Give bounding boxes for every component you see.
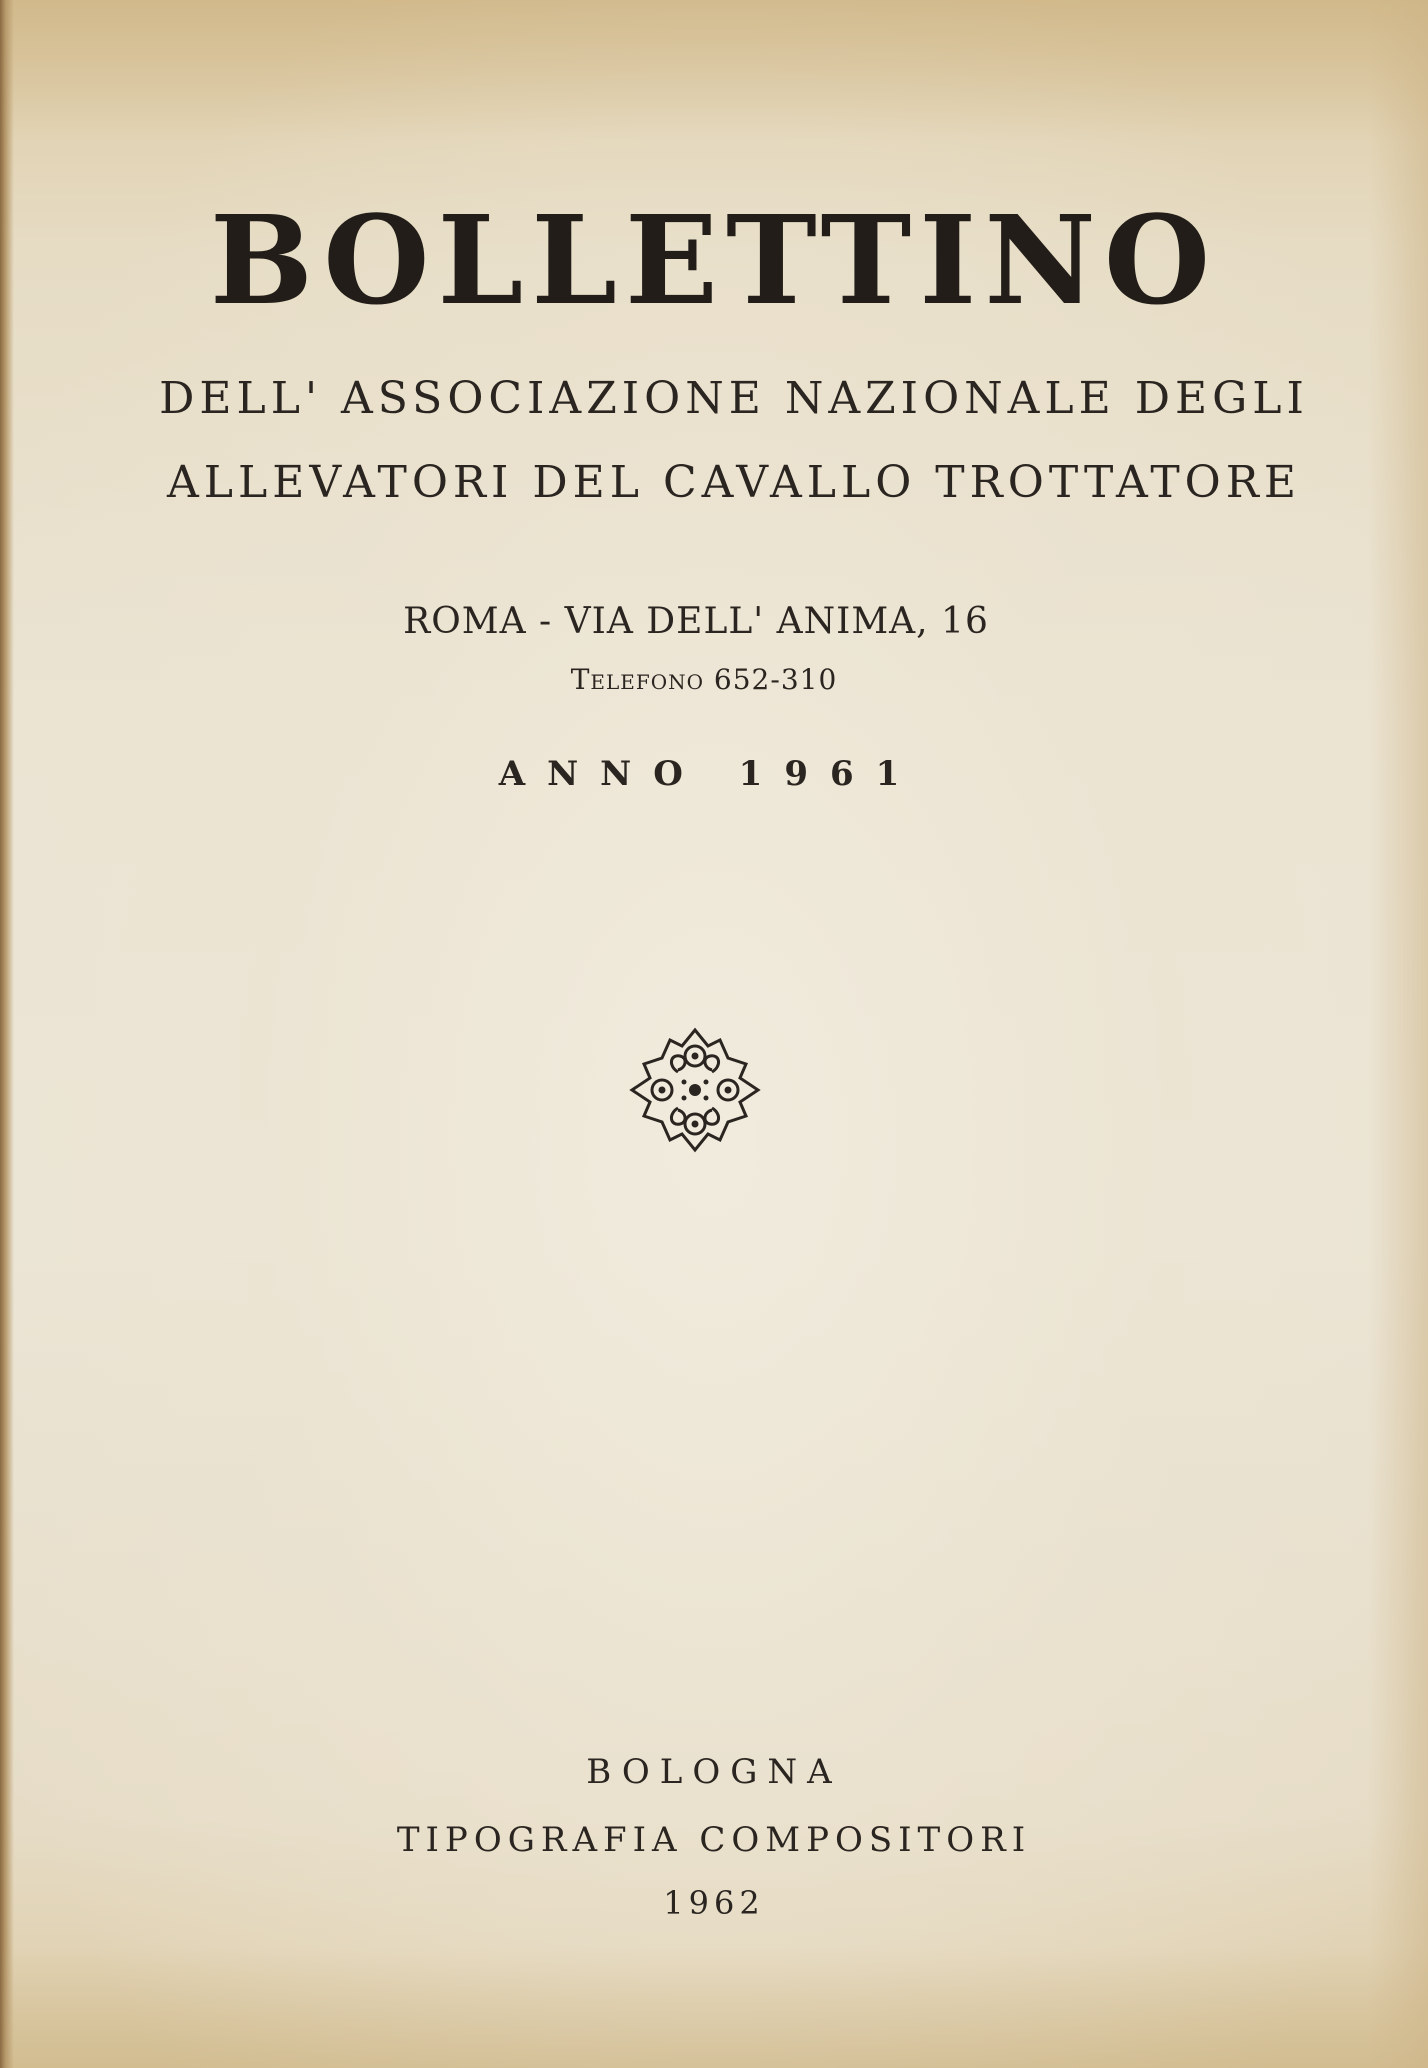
subtitle-line-2: ALLEVATORI DEL CAVALLO TROTTATORE [166,457,1301,508]
address: ROMA - VIA DELL' ANIMA, 16 [403,601,989,642]
phone-number: Telefono 652-310 [570,663,838,696]
paper-edge-bottom [0,1948,1428,2068]
imprint-city: BOLOGNA [586,1752,842,1792]
publication-year: ANNO 1961 [498,754,922,794]
imprint-year: 1962 [663,1884,765,1922]
floral-ornament-icon [628,1026,762,1154]
subtitle-line-1: DELL' ASSOCIAZIONE NAZIONALE DEGLI [159,373,1309,424]
page-title: BOLLETTINO [209,188,1219,332]
paper-edge-top [0,0,1428,140]
imprint-printer: TIPOGRAFIA COMPOSITORI [396,1820,1032,1860]
